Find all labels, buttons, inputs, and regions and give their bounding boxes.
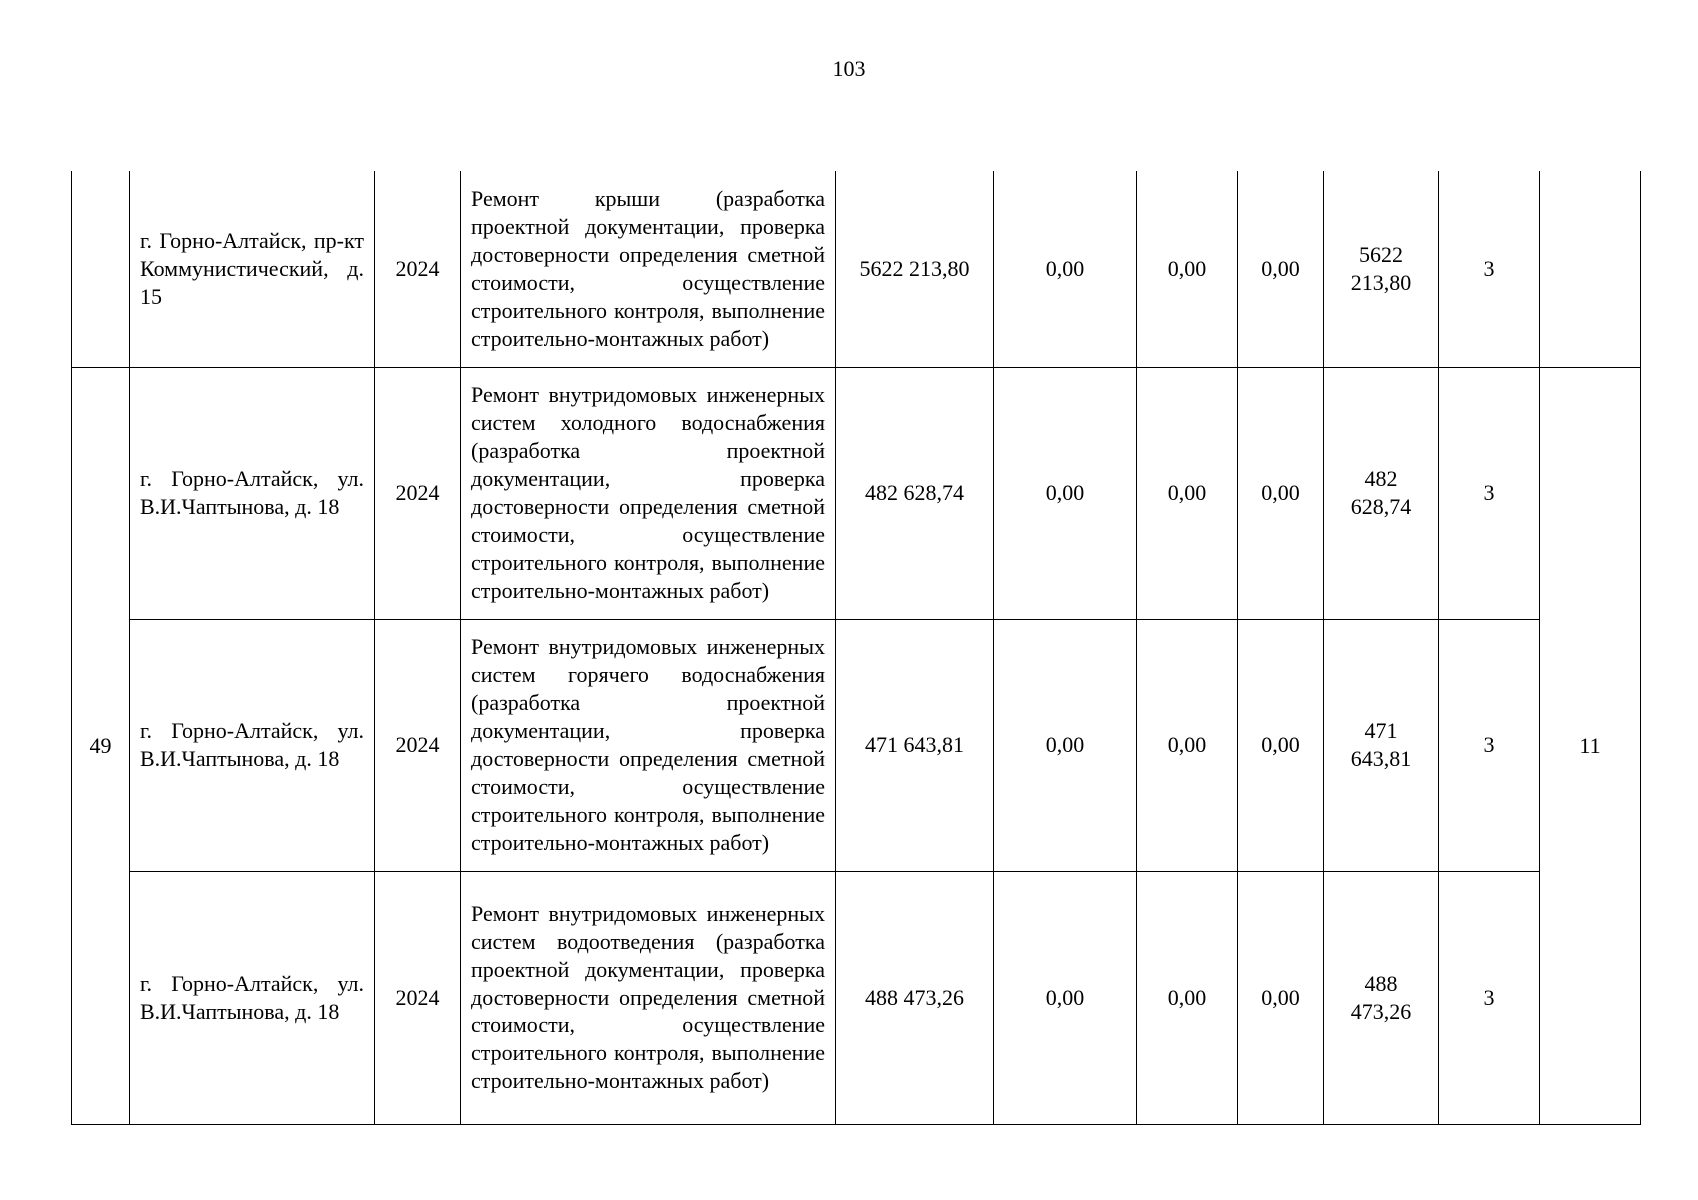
value-cell: 0,00 bbox=[994, 871, 1137, 1124]
amount-cell bbox=[1324, 367, 1439, 619]
code-cell: 3 bbox=[1439, 871, 1540, 1124]
value-cell: 0,00 bbox=[994, 171, 1137, 367]
value-cell: 0,00 bbox=[1137, 171, 1238, 367]
year-cell: 2024 bbox=[375, 171, 461, 367]
page-number: 103 bbox=[832, 56, 866, 81]
value-cell: 0,00 bbox=[1238, 367, 1324, 619]
address-cell: г. Горно-Алтайск, ул. В.И.Чаптынова, д. 18 bbox=[130, 367, 375, 619]
value-cell: 0,00 bbox=[1137, 619, 1238, 871]
code-cell: 3 bbox=[1439, 367, 1540, 619]
value-cell: 0,00 bbox=[1238, 871, 1324, 1124]
address-cell: г. Горно-Алтайск, ул. В.И.Чаптынова, д. 18 bbox=[130, 871, 375, 1124]
amount-cell bbox=[1324, 871, 1439, 1124]
work-description-cell: Ремонт крыши (разработка проектной документации, проверка достоверности определения сметной стоимости, осуществление строительного контроля, выполнение строительно-монтажных работ) bbox=[461, 171, 836, 367]
year-cell: 2024 bbox=[375, 367, 461, 619]
amount-line: 488 bbox=[1364, 970, 1398, 996]
table-row bbox=[72, 619, 1641, 871]
amount-line: 628,74 bbox=[1350, 494, 1412, 519]
table-row bbox=[72, 367, 1641, 619]
work-description-cell: Ремонт внутридомовых инженерных систем холодного водоснабжения (разработка проектной документации, проверка достоверности определения сметной стоимости, осуществление строительного контроля, выполнение строительно-монтажных работ) bbox=[461, 367, 836, 619]
total-cost-cell: 482 628,74 bbox=[836, 367, 994, 619]
year-cell: 2024 bbox=[375, 619, 461, 871]
amount-line: 213,80 bbox=[1350, 269, 1412, 295]
last-cell bbox=[1540, 171, 1641, 367]
code-cell: 3 bbox=[1439, 171, 1540, 367]
value-cell: 0,00 bbox=[994, 619, 1137, 871]
work-description-cell: Ремонт внутридомовых инженерных систем водоотведения (разработка проектной документации, проверка достоверности определения сметной стоимости, осуществление строительного контроля, выполнение строительно-монтажных работ) bbox=[461, 871, 836, 1124]
value-cell: 0,00 bbox=[1238, 619, 1324, 871]
total-cost-cell: 471 643,81 bbox=[836, 619, 994, 871]
value-cell: 0,00 bbox=[1238, 171, 1324, 367]
code-cell: 3 bbox=[1439, 619, 1540, 871]
value-cell: 0,00 bbox=[994, 367, 1137, 619]
amount-line: 473,26 bbox=[1350, 998, 1412, 1024]
work-description-cell: Ремонт внутридомовых инженерных систем горячего водоснабжения (разработка проектной документации, проверка достоверности определения сметной стоимости, осуществление строительного контроля, выполнение строительно-монтажных работ) bbox=[461, 619, 836, 871]
value-cell: 0,00 bbox=[1137, 367, 1238, 619]
amount-line: 643,81 bbox=[1350, 746, 1412, 771]
table-row bbox=[72, 871, 1641, 1124]
total-cost-cell: 5622 213,80 bbox=[836, 171, 994, 367]
amount-line: 5622 bbox=[1359, 241, 1403, 267]
amount-line: 471 bbox=[1364, 718, 1398, 744]
address-cell: г. Горно-Алтайск, ул. В.И.Чаптынова, д. 18 bbox=[130, 619, 375, 871]
last-cell: 11 bbox=[1540, 367, 1641, 1124]
address-cell: г. Горно-Алтайск, пр-кт Коммунистический, д. 15 bbox=[130, 171, 375, 367]
table-row bbox=[72, 171, 1641, 367]
total-cost-cell: 488 473,26 bbox=[836, 871, 994, 1124]
year-cell: 2024 bbox=[375, 871, 461, 1124]
repair-table bbox=[71, 171, 1641, 1125]
row-number-cell bbox=[72, 171, 130, 367]
amount-line: 482 bbox=[1364, 466, 1398, 492]
amount-cell bbox=[1324, 171, 1439, 367]
amount-cell bbox=[1324, 619, 1439, 871]
row-number-cell: 49 bbox=[72, 367, 130, 1124]
value-cell: 0,00 bbox=[1137, 871, 1238, 1124]
